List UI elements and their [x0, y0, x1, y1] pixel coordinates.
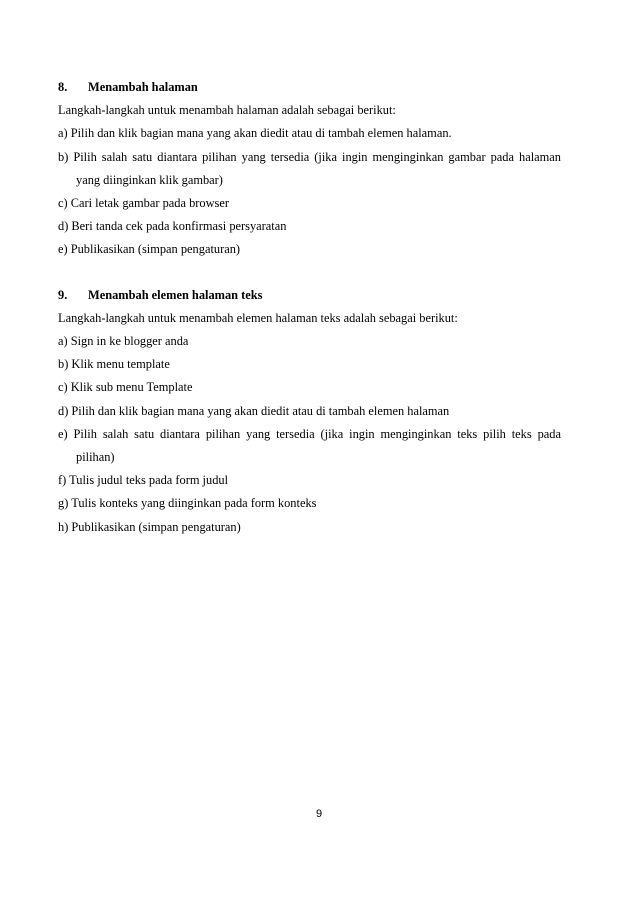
section-8-step-d: d) Beri tanda cek pada konfirmasi persyaratan — [58, 219, 287, 234]
section-8-step-a: a) Pilih dan klik bagian mana yang akan diedit atau di tambah elemen halaman. — [58, 126, 452, 141]
section-9-number: 9. — [58, 287, 68, 302]
section-9-step-e: e) Pilih salah satu diantara pilihan yang tersedia (jika ingin menginginkan teks pilih teks pada — [58, 426, 561, 441]
section-9-title: Menambah elemen halaman teks — [88, 287, 263, 302]
section-9-heading — [58, 284, 561, 307]
section-spacer — [58, 262, 561, 284]
section-8-title: Menambah halaman — [88, 80, 198, 94]
section-8-step-c: c) Cari letak gambar pada browser — [58, 196, 229, 210]
section-9-step-h: h) Publikasikan (simpan pengaturan) — [58, 519, 241, 534]
section-8-step-e: e) Publikasikan (simpan pengaturan) — [58, 242, 241, 257]
section-8-step-b-continued: yang diinginkan klik gambar) — [76, 172, 223, 187]
section-9-step-d: d) Pilih dan klik bagian mana yang akan diedit atau di tambah elemen halaman — [58, 403, 450, 418]
section-9-step-a: a) Sign in ke blogger anda — [58, 334, 189, 349]
section-8-heading — [58, 76, 561, 99]
section-8-intro: Langkah-langkah untuk menambah halaman adalah sebagai berikut: — [58, 103, 396, 118]
section-9-step-c: c) Klik sub menu Template — [58, 380, 193, 395]
section-9-intro: Langkah-langkah untuk menambah elemen halaman teks adalah sebagai berikut: — [58, 310, 458, 325]
page-content — [58, 76, 561, 539]
section-9-step-f: f) Tulis judul teks pada form judul — [58, 473, 229, 488]
section-8-number: 8. — [58, 80, 68, 94]
section-9-step-g: g) Tulis konteks yang diinginkan pada form konteks — [58, 496, 317, 511]
section-8-step-b: b) Pilih salah satu diantara pilihan yang tersedia (jika ingin menginginkan gambar pada halaman — [58, 149, 561, 164]
section-9-step-b: b) Klik menu template — [58, 357, 170, 372]
page-number: 9 — [315, 808, 323, 820]
section-9-step-e-continued: pilihan) — [76, 450, 115, 465]
